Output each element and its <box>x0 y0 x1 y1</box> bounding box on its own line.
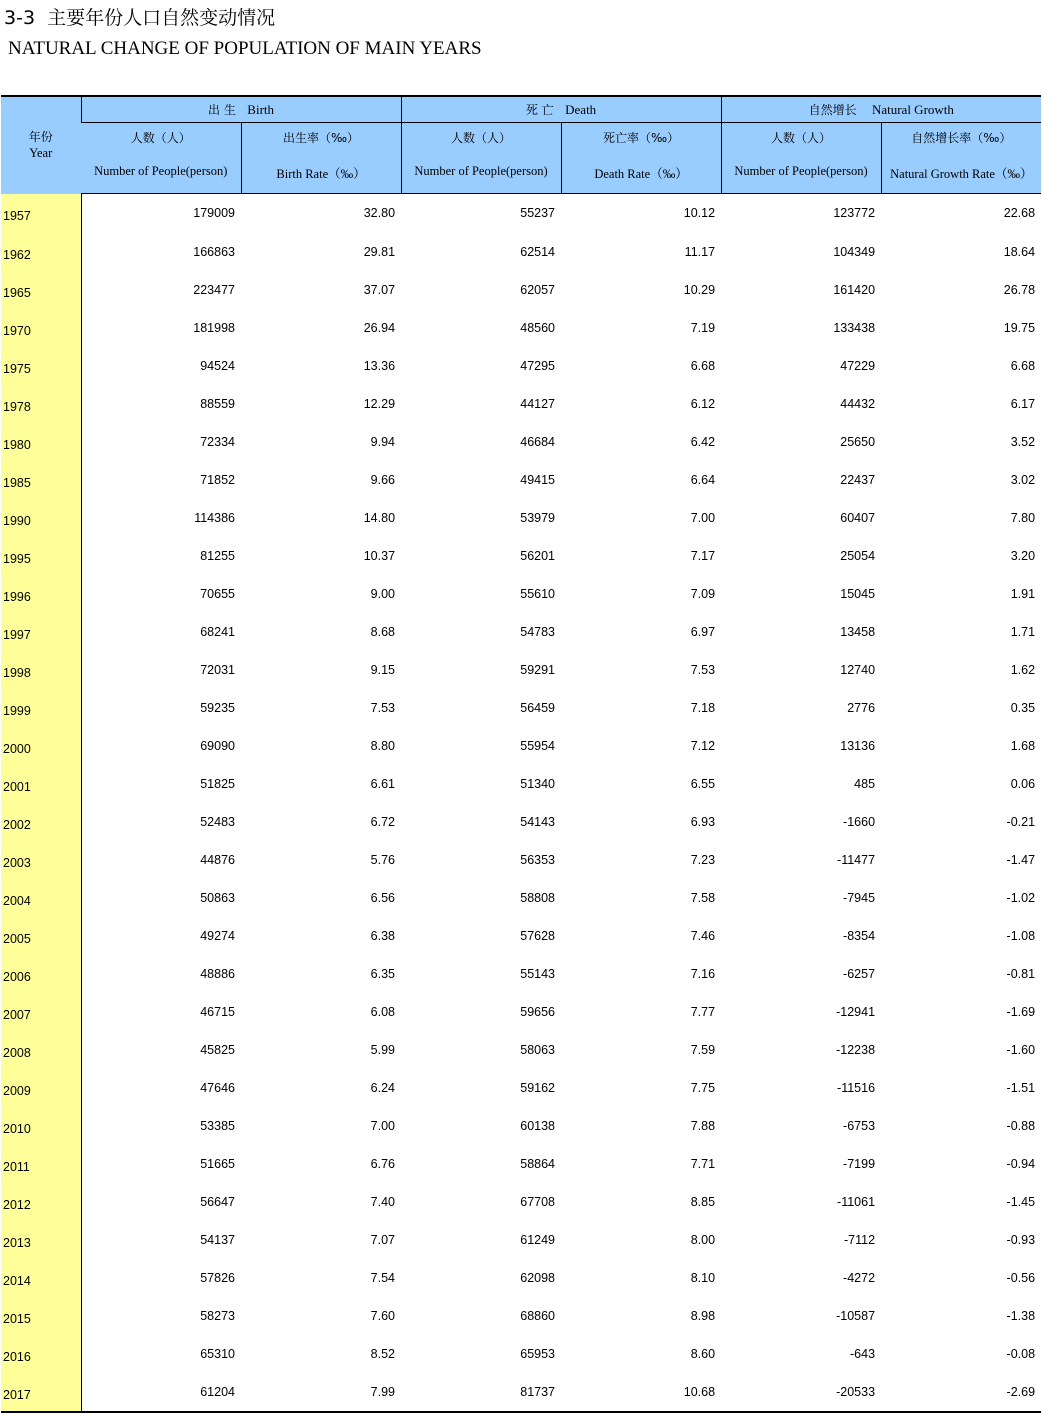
birth-rate-cell: 7.60 <box>370 1308 396 1323</box>
death-count-cell: 62514 <box>520 244 556 259</box>
death-rate-cell: 8.00 <box>690 1232 716 1247</box>
table-row <box>1 575 1041 613</box>
birth-count-cell: 71852 <box>200 472 235 487</box>
column-header-en: Death Rate（‰） <box>594 167 688 181</box>
table-row <box>1 1183 1041 1221</box>
growth-rate-cell: -1.47 <box>1006 852 1036 867</box>
year-cell: 2008 <box>1 1031 81 1069</box>
death-count-cell: 60138 <box>520 1118 556 1133</box>
death-count-cell: 54783 <box>520 624 556 639</box>
growth-rate-cell: -0.08 <box>1006 1346 1036 1361</box>
growth-count-cell: -12941 <box>836 1004 876 1019</box>
birth-count-cell: 52483 <box>200 814 235 829</box>
growth-count-cell: 133438 <box>833 320 876 335</box>
birth-count-cell: 72031 <box>200 662 235 677</box>
birth-count-cell: 114386 <box>194 510 235 525</box>
growth-rate-cell: -0.56 <box>1006 1270 1036 1285</box>
death-rate-cell: 7.88 <box>690 1118 716 1133</box>
year-cell: 1978 <box>1 385 81 423</box>
growth-rate-cell: 22.68 <box>1003 206 1036 221</box>
column-header-death-people <box>401 123 561 194</box>
death-rate-cell: 10.68 <box>561 1373 721 1412</box>
column-header-death-rate <box>561 123 721 194</box>
birth-count-cell: 179009 <box>193 206 235 221</box>
birth-rate-cell: 7.00 <box>370 1118 396 1133</box>
table-header <box>1 96 1041 194</box>
year-cell: 2015 <box>1 1297 81 1335</box>
table-row <box>1 1069 1041 1107</box>
table-row <box>1 537 1041 575</box>
group-birth-cn: 出 生 <box>208 103 236 117</box>
death-count-cell: 62098 <box>520 1270 556 1285</box>
growth-count-cell: 123772 <box>833 206 876 221</box>
year-cell: 1970 <box>1 309 81 347</box>
growth-rate-cell: 3.02 <box>1010 472 1036 487</box>
table-row <box>1 993 1041 1031</box>
column-header-growth-people <box>721 123 881 194</box>
growth-count-cell: -643 <box>850 1346 876 1361</box>
birth-count-cell: 70655 <box>200 586 235 601</box>
death-count-cell: 49415 <box>520 472 556 487</box>
table-row <box>1 347 1041 385</box>
year-cell: 1965 <box>1 271 81 309</box>
death-count-cell: 67708 <box>520 1194 556 1209</box>
growth-count-cell: 13458 <box>840 624 876 639</box>
growth-count-cell: -6257 <box>843 966 876 981</box>
growth-count-cell: 22437 <box>840 472 876 487</box>
growth-count-cell: 60407 <box>840 510 876 525</box>
growth-count-cell: 161420 <box>833 282 876 297</box>
growth-rate-cell: -0.81 <box>1006 966 1036 981</box>
table-row <box>1 917 1041 955</box>
table-row <box>1 879 1041 917</box>
column-header-en: Natural Growth Rate（‰） <box>890 167 1033 181</box>
death-count-cell: 65953 <box>520 1346 556 1361</box>
death-rate-cell: 7.17 <box>690 548 716 563</box>
growth-count-cell: -8354 <box>843 928 876 943</box>
growth-count-cell: -11061 <box>837 1194 876 1209</box>
birth-count-cell: 61204 <box>81 1373 241 1412</box>
year-column-header <box>1 96 81 194</box>
growth-rate-cell: -0.94 <box>1006 1156 1036 1171</box>
table-row <box>1 461 1041 499</box>
death-rate-cell: 7.12 <box>690 738 716 753</box>
growth-rate-cell: -0.93 <box>1006 1232 1036 1247</box>
birth-rate-cell: 9.66 <box>370 472 396 487</box>
column-header-cn: 人数（人） <box>130 131 191 145</box>
growth-rate-cell: 7.80 <box>1010 510 1036 525</box>
death-count-cell: 57628 <box>520 928 556 943</box>
death-rate-cell: 6.64 <box>690 472 716 487</box>
death-rate-cell: 7.18 <box>690 700 716 715</box>
death-count-cell: 68860 <box>520 1308 556 1323</box>
birth-count-cell: 56647 <box>200 1194 235 1209</box>
birth-count-cell: 58273 <box>200 1308 235 1323</box>
table-row <box>1 1145 1041 1183</box>
birth-rate-cell: 6.35 <box>370 966 396 981</box>
birth-rate-cell: 14.80 <box>363 510 396 525</box>
growth-count-cell: 25054 <box>840 548 876 563</box>
column-header-en: Number of People(person) <box>94 164 228 178</box>
year-cell: 2014 <box>1 1259 81 1297</box>
year-cell: 2007 <box>1 993 81 1031</box>
birth-count-cell: 48886 <box>200 966 235 981</box>
birth-count-cell: 51825 <box>200 776 235 791</box>
year-cell: 1957 <box>1 194 81 233</box>
birth-count-cell: 59235 <box>200 700 235 715</box>
birth-rate-cell: 7.53 <box>370 700 396 715</box>
birth-count-cell: 81255 <box>200 548 235 563</box>
growth-rate-cell: -2.69 <box>881 1373 1041 1412</box>
growth-count-cell: 104349 <box>833 244 876 259</box>
table-row <box>1 499 1041 537</box>
death-count-cell: 58864 <box>520 1156 556 1171</box>
year-cell: 2017 <box>1 1373 81 1412</box>
growth-rate-cell: 1.91 <box>1010 586 1036 601</box>
birth-count-cell: 68241 <box>200 624 235 639</box>
death-rate-cell: 6.12 <box>690 396 716 411</box>
birth-rate-cell: 29.81 <box>363 244 396 259</box>
table-row <box>1 423 1041 461</box>
table-row <box>1 727 1041 765</box>
group-header-natural-growth <box>721 96 1041 123</box>
birth-rate-cell: 26.94 <box>363 320 396 335</box>
year-cell: 2005 <box>1 917 81 955</box>
death-count-cell: 59656 <box>520 1004 556 1019</box>
column-header-birth-people <box>81 123 241 194</box>
group-growth-cn: 自然增长 <box>808 103 857 117</box>
growth-count-cell: 12740 <box>840 662 876 677</box>
table-row <box>1 1297 1041 1335</box>
birth-rate-cell: 7.99 <box>241 1373 401 1412</box>
birth-rate-cell: 6.56 <box>370 890 396 905</box>
death-count-cell: 56201 <box>520 548 556 563</box>
birth-count-cell: 69090 <box>200 738 235 753</box>
death-count-cell: 55610 <box>520 586 556 601</box>
year-cell: 2002 <box>1 803 81 841</box>
table-row <box>1 689 1041 727</box>
table-row <box>1 803 1041 841</box>
column-header-growth-rate <box>881 123 1041 194</box>
year-cell: 2012 <box>1 1183 81 1221</box>
column-header-cn: 出生率（‰） <box>282 131 360 145</box>
growth-count-cell: 13136 <box>840 738 876 753</box>
column-header-cn: 死亡率（‰） <box>602 131 680 145</box>
death-rate-cell: 8.60 <box>690 1346 716 1361</box>
column-header-cn: 人数（人） <box>771 131 832 145</box>
growth-count-cell: -7199 <box>843 1156 876 1171</box>
growth-count-cell: -6753 <box>843 1118 876 1133</box>
column-header-birth-rate <box>241 123 401 194</box>
year-cell: 1985 <box>1 461 81 499</box>
table-row <box>1 1221 1041 1259</box>
birth-rate-cell: 5.99 <box>370 1042 396 1057</box>
death-rate-cell: 6.68 <box>690 358 716 373</box>
birth-rate-cell: 7.40 <box>370 1194 396 1209</box>
growth-count-cell: 2776 <box>847 700 876 715</box>
birth-rate-cell: 6.24 <box>370 1080 396 1095</box>
growth-rate-cell: -1.02 <box>1006 890 1036 905</box>
death-count-cell: 53979 <box>520 510 556 525</box>
death-rate-cell: 10.29 <box>683 282 716 297</box>
death-rate-cell: 6.93 <box>690 814 716 829</box>
birth-count-cell: 166863 <box>193 244 235 259</box>
birth-count-cell: 223477 <box>193 282 235 297</box>
growth-rate-cell: 6.17 <box>1010 396 1036 411</box>
table-body <box>1 194 1041 1412</box>
year-header-cn: 年份 <box>28 130 53 145</box>
birth-rate-cell: 32.80 <box>363 206 396 221</box>
death-rate-cell: 7.71 <box>690 1156 716 1171</box>
growth-rate-cell: -0.88 <box>1006 1118 1036 1133</box>
birth-count-cell: 45825 <box>200 1042 235 1057</box>
growth-rate-cell: 1.68 <box>1010 738 1036 753</box>
death-rate-cell: 6.97 <box>690 624 716 639</box>
birth-rate-cell: 9.00 <box>370 586 396 601</box>
birth-rate-cell: 10.37 <box>363 548 396 563</box>
death-count-cell: 56353 <box>520 852 556 867</box>
death-count-cell: 44127 <box>520 396 556 411</box>
growth-count-cell: -11477 <box>837 852 876 867</box>
population-table <box>1 95 1041 1413</box>
year-cell: 1998 <box>1 651 81 689</box>
growth-rate-cell: -1.69 <box>1006 1004 1036 1019</box>
table-row <box>1 271 1041 309</box>
growth-count-cell: -7112 <box>843 1232 876 1247</box>
growth-count-cell: 15045 <box>840 586 876 601</box>
table-row <box>1 651 1041 689</box>
death-rate-cell: 11.17 <box>684 244 716 259</box>
birth-rate-cell: 6.76 <box>370 1156 396 1171</box>
birth-count-cell: 54137 <box>200 1232 235 1247</box>
death-count-cell: 62057 <box>520 282 556 297</box>
death-rate-cell: 7.53 <box>690 662 716 677</box>
growth-count-cell: -10587 <box>836 1308 876 1323</box>
group-growth-en: Natural Growth <box>871 102 954 117</box>
birth-count-cell: 72334 <box>200 434 235 449</box>
table-row <box>1 1335 1041 1373</box>
group-death-en: Death <box>565 102 597 117</box>
year-cell: 1996 <box>1 575 81 613</box>
growth-rate-cell: 0.35 <box>1010 700 1036 715</box>
birth-rate-cell: 9.15 <box>370 662 396 677</box>
year-cell: 1962 <box>1 233 81 271</box>
year-cell: 2011 <box>1 1145 81 1183</box>
column-header-en: Number of People(person) <box>734 164 868 178</box>
growth-rate-cell: 26.78 <box>1003 282 1036 297</box>
birth-rate-cell: 12.29 <box>363 396 396 411</box>
growth-rate-cell: 18.64 <box>1003 244 1036 259</box>
death-rate-cell: 7.00 <box>690 510 716 525</box>
death-count-cell: 51340 <box>520 776 556 791</box>
growth-count-cell: 47229 <box>840 358 876 373</box>
growth-count-cell: -4272 <box>843 1270 876 1285</box>
death-count-cell: 48560 <box>520 320 556 335</box>
death-count-cell: 47295 <box>520 358 556 373</box>
birth-rate-cell: 37.07 <box>363 282 396 297</box>
birth-count-cell: 181998 <box>193 320 235 335</box>
growth-rate-cell: 19.75 <box>1003 320 1036 335</box>
year-cell: 2009 <box>1 1069 81 1107</box>
birth-count-cell: 65310 <box>200 1346 235 1361</box>
table-row <box>1 955 1041 993</box>
group-header-death <box>401 96 721 123</box>
table-row <box>1 613 1041 651</box>
column-header-cn: 人数（人） <box>451 131 512 145</box>
group-death-cn: 死 亡 <box>525 103 554 117</box>
death-rate-cell: 7.16 <box>690 966 716 981</box>
death-count-cell: 58063 <box>520 1042 556 1057</box>
death-count-cell: 58808 <box>520 890 556 905</box>
birth-rate-cell: 13.36 <box>363 358 396 373</box>
year-cell: 1990 <box>1 499 81 537</box>
growth-rate-cell: 3.52 <box>1010 434 1036 449</box>
table-row <box>1 841 1041 879</box>
year-cell: 2013 <box>1 1221 81 1259</box>
growth-count-cell: -12238 <box>836 1042 876 1057</box>
birth-rate-cell: 6.61 <box>370 776 396 791</box>
birth-count-cell: 51665 <box>200 1156 235 1171</box>
growth-rate-cell: -1.45 <box>1006 1194 1036 1209</box>
death-rate-cell: 7.59 <box>690 1042 716 1057</box>
growth-rate-cell: 1.62 <box>1010 662 1036 677</box>
table-row <box>1 1107 1041 1145</box>
birth-rate-cell: 7.07 <box>370 1232 396 1247</box>
growth-rate-cell: 6.68 <box>1010 358 1036 373</box>
group-header-birth <box>81 96 401 123</box>
death-count-cell: 59162 <box>520 1080 556 1095</box>
growth-rate-cell: -1.38 <box>1006 1308 1036 1323</box>
death-rate-cell: 7.19 <box>690 320 716 335</box>
table-row <box>1 194 1041 233</box>
page-title-en: NATURAL CHANGE OF POPULATION OF MAIN YEARS <box>8 38 482 59</box>
birth-count-cell: 57826 <box>200 1270 235 1285</box>
birth-rate-cell: 5.76 <box>370 852 396 867</box>
growth-rate-cell: -1.08 <box>1006 928 1036 943</box>
death-count-cell: 56459 <box>520 700 556 715</box>
death-count-cell: 46684 <box>520 434 556 449</box>
death-count-cell: 54143 <box>520 814 556 829</box>
table-row <box>1 1259 1041 1297</box>
year-cell: 1997 <box>1 613 81 651</box>
column-header-en: Number of People(person) <box>414 164 548 178</box>
table-row <box>1 309 1041 347</box>
year-cell: 2006 <box>1 955 81 993</box>
birth-count-cell: 50863 <box>200 890 235 905</box>
year-cell: 2001 <box>1 765 81 803</box>
table-row <box>1 1031 1041 1069</box>
death-rate-cell: 6.55 <box>690 776 716 791</box>
growth-count-cell: 485 <box>854 776 876 791</box>
year-cell: 1999 <box>1 689 81 727</box>
birth-rate-cell: 6.38 <box>370 928 396 943</box>
table-row <box>1 385 1041 423</box>
page-title-cn: 3-3 主要年份人口自然变动情况 <box>4 7 276 29</box>
year-cell: 1975 <box>1 347 81 385</box>
birth-rate-cell: 6.72 <box>370 814 396 829</box>
year-header-en: Year <box>29 146 53 161</box>
death-count-cell: 81737 <box>401 1373 561 1412</box>
growth-rate-cell: -1.51 <box>1006 1080 1036 1095</box>
birth-rate-cell: 8.68 <box>370 624 396 639</box>
birth-count-cell: 47646 <box>200 1080 235 1095</box>
birth-count-cell: 88559 <box>200 396 235 411</box>
year-cell: 1995 <box>1 537 81 575</box>
death-count-cell: 59291 <box>520 662 556 677</box>
death-rate-cell: 7.75 <box>690 1080 716 1095</box>
growth-count-cell: 25650 <box>840 434 876 449</box>
death-count-cell: 61249 <box>520 1232 556 1247</box>
death-count-cell: 55954 <box>520 738 556 753</box>
growth-count-cell: 44432 <box>840 396 876 411</box>
birth-rate-cell: 7.54 <box>370 1270 396 1285</box>
table-row <box>1 233 1041 271</box>
growth-count-cell: -7945 <box>843 890 876 905</box>
death-rate-cell: 8.10 <box>690 1270 716 1285</box>
group-birth-en: Birth <box>247 102 275 117</box>
birth-rate-cell: 8.80 <box>370 738 396 753</box>
table-row <box>1 765 1041 803</box>
birth-rate-cell: 6.08 <box>370 1004 396 1019</box>
death-rate-cell: 8.98 <box>690 1308 716 1323</box>
birth-count-cell: 46715 <box>200 1004 235 1019</box>
growth-count-cell: -11516 <box>837 1080 876 1095</box>
column-header-en: Birth Rate（‰） <box>276 167 366 181</box>
death-rate-cell: 7.77 <box>690 1004 716 1019</box>
column-header-cn: 自然增长率（‰） <box>911 131 1012 145</box>
birth-rate-cell: 8.52 <box>370 1346 396 1361</box>
death-rate-cell: 7.09 <box>690 586 716 601</box>
death-count-cell: 55237 <box>520 206 556 221</box>
birth-count-cell: 44876 <box>200 852 235 867</box>
death-count-cell: 55143 <box>520 966 556 981</box>
year-cell: 1980 <box>1 423 81 461</box>
death-rate-cell: 8.85 <box>690 1194 716 1209</box>
birth-count-cell: 94524 <box>200 358 235 373</box>
growth-rate-cell: 3.20 <box>1010 548 1036 563</box>
birth-count-cell: 49274 <box>200 928 235 943</box>
table-row <box>1 1373 1041 1412</box>
death-rate-cell: 6.42 <box>690 434 716 449</box>
year-cell: 2004 <box>1 879 81 917</box>
death-rate-cell: 7.23 <box>690 852 716 867</box>
death-rate-cell: 10.12 <box>683 206 716 221</box>
birth-rate-cell: 9.94 <box>370 434 396 449</box>
year-cell: 2010 <box>1 1107 81 1145</box>
growth-rate-cell: -1.60 <box>1006 1042 1036 1057</box>
death-rate-cell: 7.58 <box>690 890 716 905</box>
year-cell: 2003 <box>1 841 81 879</box>
year-cell: 2016 <box>1 1335 81 1373</box>
growth-count-cell: -1660 <box>843 814 876 829</box>
year-cell: 2000 <box>1 727 81 765</box>
growth-count-cell: -20533 <box>721 1373 881 1412</box>
growth-rate-cell: -0.21 <box>1006 814 1036 829</box>
death-rate-cell: 7.46 <box>690 928 716 943</box>
growth-rate-cell: 0.06 <box>1010 776 1036 791</box>
birth-count-cell: 53385 <box>200 1118 235 1133</box>
growth-rate-cell: 1.71 <box>1010 624 1036 639</box>
